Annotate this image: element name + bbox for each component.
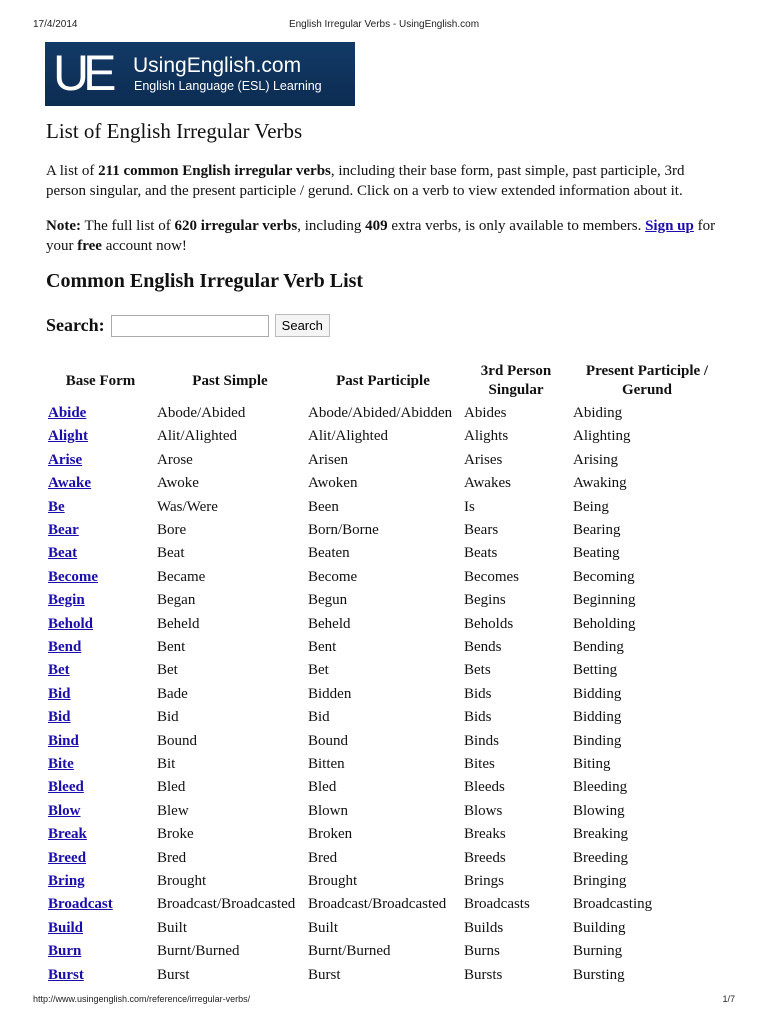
table-row [0, 662, 768, 685]
page-title: List of English Irregular Verbs [46, 119, 303, 143]
table-row [0, 943, 768, 966]
header-present-participle: Present Participle / Gerund [585, 363, 709, 398]
logo-mark: UE [53, 45, 111, 101]
past-simple: Broadcast/Broadcasted [157, 896, 296, 913]
present-participle: Beginning [573, 592, 636, 609]
past-participle: Born/Borne [308, 522, 379, 538]
print-date: 17/4/2014 [33, 19, 78, 30]
present-participle: Beholding [573, 615, 636, 632]
intro-text: A list of [46, 163, 99, 179]
present-participle: Bleeding [573, 779, 628, 796]
print-page-number: 1/7 [722, 994, 735, 1004]
present-participle: Breaking [573, 826, 628, 843]
table-row [0, 592, 768, 615]
intro-paragraph [46, 161, 726, 201]
base-form-link[interactable]: Break [48, 826, 87, 843]
table-row [0, 896, 768, 919]
search-input[interactable] [111, 315, 269, 337]
table-row [0, 475, 768, 498]
base-form-link[interactable]: Bite [48, 756, 74, 772]
present-participle: Bearing [573, 522, 621, 538]
note-label: Note: [46, 218, 81, 234]
base-form-link[interactable]: Burst [48, 966, 84, 983]
header-base-form: Base Form [65, 373, 136, 389]
table-row [0, 803, 768, 826]
print-page-title: English Irregular Verbs - UsingEnglish.com [288, 19, 480, 30]
third-person: Breaks [464, 826, 506, 843]
header-3rd-person-singular: 3rd Person Singular [480, 363, 552, 398]
search-button[interactable]: Search [275, 314, 330, 337]
past-participle: Burst [308, 966, 341, 983]
past-participle: Been [308, 498, 339, 515]
past-simple: Began [157, 592, 196, 609]
section-title: Common English Irregular Verb List [46, 270, 364, 292]
present-participle: Biting [573, 756, 611, 772]
table-row [0, 709, 768, 732]
past-participle: Bid [308, 709, 330, 726]
present-participle: Breeding [573, 849, 628, 866]
past-simple: Beheld [157, 615, 200, 632]
third-person: Binds [464, 732, 500, 749]
table-row [0, 850, 768, 873]
table-row [0, 428, 768, 451]
third-person: Begins [464, 592, 506, 609]
header-past-simple: Past Simple [192, 373, 268, 389]
past-participle: Abode/Abided/Abidden [308, 405, 453, 421]
base-form-link[interactable]: Behold [48, 615, 94, 632]
third-person: Bends [464, 639, 502, 655]
base-form-link[interactable]: Be [48, 498, 65, 515]
third-person: Becomes [464, 568, 519, 585]
past-simple: Bled [157, 779, 186, 796]
third-person: Bleeds [464, 779, 505, 796]
present-participle: Alighting [573, 428, 631, 445]
past-participle: Bidden [308, 685, 352, 702]
past-simple: Awoke [157, 475, 199, 492]
past-simple: Bore [157, 522, 187, 538]
third-person: Abides [464, 405, 507, 421]
logo-tagline: English Language (ESL) Learning [134, 79, 322, 93]
print-url: http://www.usingenglish.com/reference/irregular-verbs/ [33, 994, 251, 1004]
present-participle: Blowing [573, 802, 625, 819]
table-row [0, 569, 768, 592]
past-simple: Bade [157, 685, 188, 702]
present-participle: Betting [573, 662, 618, 679]
third-person: Is [464, 498, 475, 515]
past-participle: Bred [308, 849, 338, 866]
table-row [0, 873, 768, 896]
table-row [0, 522, 768, 545]
table-row [0, 826, 768, 849]
third-person: Bears [464, 522, 499, 538]
past-simple: Arose [157, 451, 193, 468]
past-simple: Bound [157, 732, 198, 749]
past-participle: Broken [308, 826, 353, 843]
note-text: for your [46, 218, 716, 254]
past-simple: Was/Were [157, 498, 218, 515]
base-form-link[interactable]: Arise [48, 451, 83, 468]
past-participle: Bound [308, 732, 349, 749]
search-label: Search: [46, 315, 105, 335]
note-bold: free [77, 238, 102, 254]
third-person: Awakes [464, 475, 511, 492]
logo-name: UsingEnglish.com [133, 54, 302, 77]
past-simple: Built [157, 919, 188, 936]
note-bold: 409 [365, 218, 388, 234]
table-row [0, 920, 768, 943]
base-form-link[interactable]: Awake [48, 475, 92, 492]
base-form-link[interactable]: Bear [48, 522, 79, 538]
base-form-link[interactable]: Build [48, 919, 84, 936]
present-participle: Burning [573, 943, 623, 960]
past-simple: Broke [157, 826, 194, 843]
third-person: Broadcasts [464, 896, 530, 913]
present-participle: Awaking [573, 475, 627, 492]
past-participle: Beheld [308, 615, 351, 632]
table-row [0, 779, 768, 802]
table-row [0, 452, 768, 475]
third-person: Bids [464, 709, 492, 726]
past-participle: Built [308, 919, 339, 936]
past-simple: Abode/Abided [157, 405, 246, 421]
present-participle: Abiding [573, 405, 623, 421]
present-participle: Binding [573, 732, 622, 749]
present-participle: Being [573, 498, 609, 515]
past-simple: Beat [157, 545, 185, 562]
table-row [0, 686, 768, 709]
base-form-link[interactable]: Beat [48, 545, 78, 562]
table-row [0, 733, 768, 756]
past-participle: Awoken [308, 475, 358, 492]
header-past-participle: Past Participle [336, 373, 430, 389]
third-person: Bursts [464, 966, 503, 983]
past-participle: Bitten [308, 756, 345, 772]
base-form-link[interactable]: Bend [48, 639, 82, 655]
third-person: Bets [464, 662, 491, 679]
past-participle: Bent [308, 639, 337, 655]
present-participle: Beating [573, 545, 620, 562]
third-person: Arises [464, 451, 503, 468]
base-form-link[interactable]: Abide [48, 405, 87, 421]
note-text: extra verbs, is only available to members. [387, 218, 646, 234]
note-text: The full list of [80, 218, 175, 234]
present-participle: Bending [573, 639, 624, 655]
note-paragraph [46, 216, 726, 256]
present-participle: Bidding [573, 709, 622, 726]
past-simple: Bit [157, 756, 176, 772]
search-form [46, 314, 330, 337]
table-row [0, 405, 768, 428]
base-form-link[interactable]: Broadcast [48, 896, 113, 913]
past-simple: Bid [157, 709, 179, 726]
past-participle: Alit/Alighted [308, 428, 388, 445]
third-person: Breeds [464, 849, 506, 866]
past-participle: Arisen [308, 451, 348, 468]
past-simple: Alit/Alighted [157, 428, 237, 445]
past-participle: Brought [308, 873, 358, 889]
present-participle: Bursting [573, 966, 625, 983]
past-simple: Bent [157, 639, 186, 655]
third-person: Builds [464, 919, 504, 936]
past-participle: Become [308, 568, 358, 585]
table-row [0, 616, 768, 639]
table-row [0, 756, 768, 779]
table-row [0, 545, 768, 568]
table-row [0, 967, 768, 990]
site-logo[interactable] [45, 42, 355, 106]
past-simple: Bred [157, 849, 187, 866]
past-participle: Broadcast/Broadcasted [308, 896, 447, 913]
past-participle: Bled [308, 779, 337, 796]
note-text: , including [297, 218, 366, 234]
base-form-link[interactable]: Begin [48, 592, 85, 609]
present-participle: Becoming [573, 568, 635, 585]
base-form-link[interactable]: Become [48, 568, 98, 585]
base-form-link[interactable]: Bleed [48, 779, 84, 796]
third-person: Alights [464, 428, 509, 445]
third-person: Bids [464, 685, 492, 702]
table-row [0, 499, 768, 522]
note-bold: 620 irregular verbs [174, 218, 298, 234]
past-participle: Burnt/Burned [308, 943, 391, 960]
third-person: Blows [464, 802, 503, 819]
past-participle: Beaten [308, 545, 350, 562]
base-form-link[interactable]: Blow [48, 802, 81, 819]
past-participle: Begun [308, 592, 348, 609]
past-simple: Bet [157, 662, 178, 679]
note-text: account now! [101, 238, 187, 254]
present-participle: Broadcasting [573, 896, 653, 913]
intro-bold: 211 common English irregular verbs [98, 163, 331, 179]
third-person: Bites [464, 756, 495, 772]
base-form-link[interactable]: Bet [48, 662, 70, 679]
base-form-link[interactable]: Bid [48, 685, 71, 702]
third-person: Beats [464, 545, 498, 562]
past-participle: Bet [308, 662, 329, 679]
present-participle: Bidding [573, 685, 622, 702]
present-participle: Arising [573, 451, 618, 468]
intro-text: , including their base form, past simple, past participle, 3rd person singular, and the present participle / gerund. Click on a verb to view extended information about it. [46, 163, 685, 199]
past-simple: Blew [157, 802, 189, 819]
base-form-link[interactable]: Bind [48, 732, 79, 749]
base-form-link[interactable]: Bid [48, 709, 71, 726]
third-person: Beholds [464, 615, 514, 632]
past-simple: Burnt/Burned [157, 943, 240, 960]
present-participle: Bringing [573, 873, 627, 889]
base-form-link[interactable]: Bring [48, 873, 85, 889]
past-simple: Brought [157, 873, 207, 889]
past-participle: Blown [308, 802, 349, 819]
base-form-link[interactable]: Alight [48, 428, 89, 445]
past-simple: Became [157, 568, 206, 585]
third-person: Brings [464, 873, 505, 889]
base-form-link[interactable]: Burn [48, 943, 82, 960]
sign-up-link[interactable]: Sign up [645, 218, 694, 234]
table-row [0, 639, 768, 662]
past-simple: Burst [157, 966, 190, 983]
present-participle: Building [573, 919, 626, 936]
third-person: Burns [464, 943, 500, 960]
base-form-link[interactable]: Breed [48, 849, 87, 866]
